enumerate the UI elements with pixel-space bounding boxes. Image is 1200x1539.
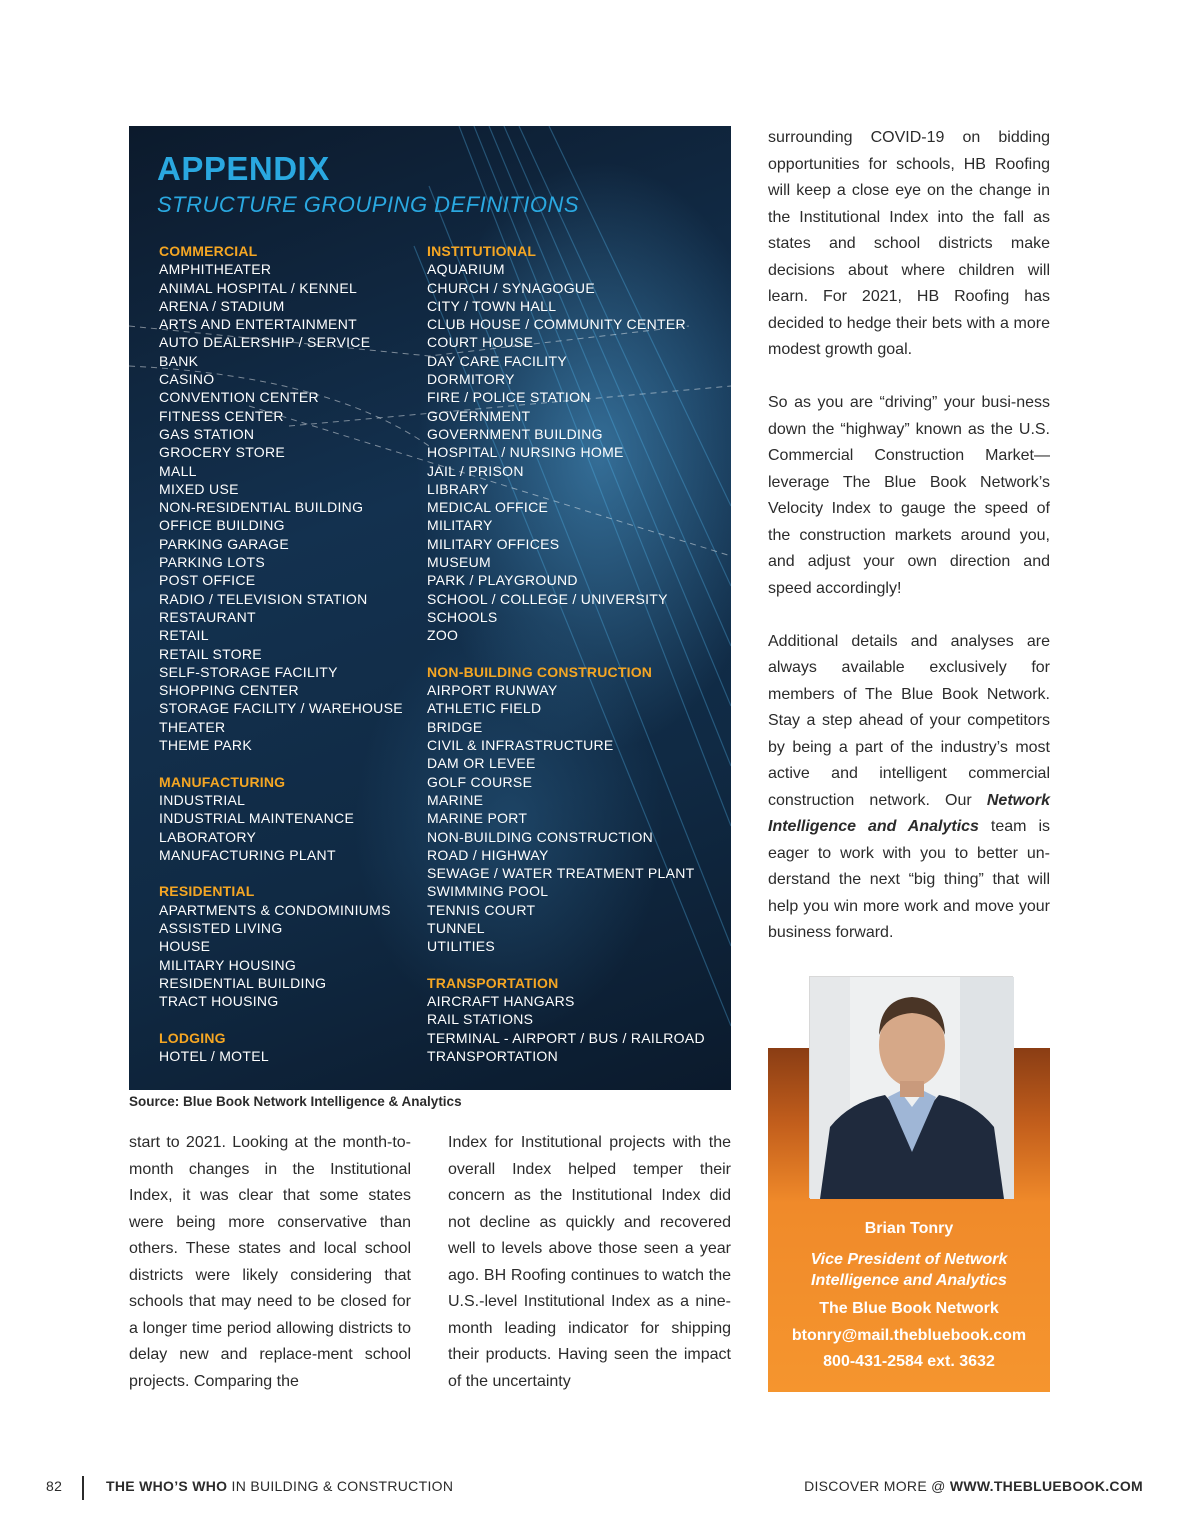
definition-item: MARINE PORT [427,810,528,827]
group-transportation [427,974,727,1065]
definition-item: RADIO / TELEVISION STATION [159,590,368,607]
appendix-panel [129,126,731,1090]
body-paragraph: Index for Institutional projects with the overall Index helped temper their concern as the Institutional Index did not decline as quickly and recovered well to levels above those seen a year ago. BH Roofing continues to watch the U.S.-level Institutional Index as a nine-month leading indicator for shipping their products. Having seen the impact of the uncertainty [448,1134,731,1390]
definition-item: RESIDENTIAL BUILDING [159,974,327,991]
body-paragraph: start to 2021. Looking at the month-to-month changes in the Institutional Index, it was clear that some states were being more conservative than others. These states and local school districts were likely considering that schools that may need to be closed for a longer time period allowing districts to delay new and replace-ment school projects. Comparing the [129,1134,411,1390]
group-manufacturing [159,773,421,864]
group-lodging [159,1029,421,1066]
profile-photo [809,976,1013,1198]
definition-item: MANUFACTURING PLANT [159,846,336,863]
body-column-2 [448,1130,731,1422]
definition-item: AUTO DEALERSHIP / SERVICE [159,334,371,351]
definition-item: TUNNEL [427,919,485,936]
definition-item: MEDICAL OFFICE [427,499,549,516]
definition-item: BANK [159,352,199,369]
definition-item: JAIL / PRISON [427,462,524,479]
definition-item: FIRE / POLICE STATION [427,389,591,406]
group-institutional [427,242,727,645]
definitions-right-column [427,242,727,1084]
definition-item: DORMITORY [427,371,515,388]
profile-email-link[interactable]: btonry@mail.thebluebook.com [791,1327,1027,1344]
group-title: RESIDENTIAL [159,883,255,900]
definition-item: CONVENTION CENTER [159,389,319,406]
definition-item: TRACT HOUSING [159,993,279,1010]
definition-item: POST OFFICE [159,572,256,589]
person-portrait-icon [810,977,1014,1199]
definition-item: MIXED USE [159,480,239,497]
definition-item: ATHLETIC FIELD [427,700,542,717]
definition-item: RAIL STATIONS [427,1011,534,1028]
definition-item: MARINE [427,791,484,808]
definition-item: OFFICE BUILDING [159,517,285,534]
website-link[interactable]: WWW.THEBLUEBOOK.COM [949,1478,1143,1494]
definition-item: RETAIL [159,627,209,644]
definition-item: SHOPPING CENTER [159,682,299,699]
publication-name-rest: IN BUILDING & CONSTRUCTION [227,1478,454,1494]
definition-item: SWIMMING POOL [427,883,549,900]
definition-item: GOLF COURSE [427,773,533,790]
definition-item: COURT HOUSE [427,334,534,351]
definition-item: SCHOOLS [427,608,498,625]
definition-item: ANIMAL HOSPITAL / KENNEL [159,279,358,296]
definition-item: LABORATORY [159,828,257,845]
definition-item: INDUSTRIAL MAINTENANCE [159,810,355,827]
body-column-1 [129,1130,411,1422]
definition-item: RESTAURANT [159,608,256,625]
definition-item: MALL [159,462,197,479]
footer-divider [82,1476,84,1500]
publication-name-bold: THE WHO’S WHO [106,1478,228,1494]
definition-item: AQUARIUM [427,261,505,278]
body-column-3 [768,125,1050,973]
definition-item: AIRPORT RUNWAY [427,682,558,699]
definition-item: TRANSPORTATION [427,1048,558,1065]
profile-role-line: Vice President of Network [810,1251,1008,1268]
definition-item: CASINO [159,371,215,388]
definition-item: NON-BUILDING CONSTRUCTION [427,828,654,845]
definition-item: AIRCRAFT HANGARS [427,993,575,1010]
definition-item: UTILITIES [427,938,496,955]
body-paragraph: So as you are “driving” your busi-ness down the “highway” known as the U.S. Commercial Construction Market—leverage The Blue Book Network’s Velocity Index to gauge the speed of the construction markets around you, and adjust your own direction and speed accordingly! [768,394,1050,597]
definition-item: MILITARY OFFICES [427,535,560,552]
definition-item: HOUSE [159,938,211,955]
definition-item: INDUSTRIAL [159,791,246,808]
publication-name [106,1478,453,1494]
definition-item: TENNIS COURT [427,901,536,918]
definition-item: PARK / PLAYGROUND [427,572,578,589]
profile-role [768,1249,1050,1291]
definition-item: STORAGE FACILITY / WAREHOUSE [159,700,403,717]
body-emphasis: Network Intelligence and Analytics [768,791,1050,835]
page-number: 82 [46,1478,63,1494]
definition-item: ARENA / STADIUM [159,297,285,314]
definition-item: THEATER [159,718,226,735]
discover-more [804,1478,1143,1494]
body-text-span: Additional details and analyses are always available exclusively for members of The Blue Book Network. Stay a step ahead of your competitors by being a part of the industry’s most active and intelligent commercial construction network. Our [768,632,1050,809]
definition-item: ROAD / HIGHWAY [427,846,549,863]
appendix-subtitle: STRUCTURE GROUPING DEFINITIONS [157,192,580,217]
definition-item: GOVERNMENT BUILDING [427,425,603,442]
definition-item: LIBRARY [427,480,489,497]
definition-item: ASSISTED LIVING [159,919,283,936]
definition-item: THEME PARK [159,737,252,754]
definition-item: SELF-STORAGE FACILITY [159,663,338,680]
definition-item: NON-RESIDENTIAL BUILDING [159,499,364,516]
body-paragraph [768,629,1050,947]
definition-item: CITY / TOWN HALL [427,297,557,314]
profile-name: Brian Tonry [864,1220,954,1237]
definition-item: SCHOOL / COLLEGE / UNIVERSITY [427,590,668,607]
definition-item: HOSPITAL / NURSING HOME [427,444,624,461]
definitions-left-column [159,242,421,1084]
definition-item: DAM OR LEVEE [427,755,536,772]
body-text-span: team is eager to work with you to better un-derstand the next “big thing” that will help you win more work and move your business forward. [768,818,1051,941]
group-title: COMMERCIAL [159,243,258,259]
definition-item: CHURCH / SYNAGOGUE [427,279,595,296]
definition-item: DAY CARE FACILITY [427,352,567,369]
body-paragraph: surrounding COVID-19 on bidding opportunities for schools, HB Roofing will keep a close eye on the change in the Institutional Index into the fall as states and school districts make decisions about where children will learn. For 2021, HB Roofing has decided to hedge their bets with a more modest growth goal. [768,129,1050,358]
definition-item: CLUB HOUSE / COMMUNITY CENTER [427,316,686,333]
definition-item: ARTS AND ENTERTAINMENT [159,316,357,333]
group-residential [159,882,421,1010]
source-caption: Source: Blue Book Network Intelligence & Analytics [129,1094,462,1109]
definition-item: RETAIL STORE [159,645,262,662]
group-commercial [159,242,421,754]
definition-item: AMPHITHEATER [159,261,272,278]
definition-item: APARTMENTS & CONDOMINIUMS [159,901,391,918]
definition-item: GROCERY STORE [159,444,286,461]
discover-prefix: DISCOVER MORE @ [804,1478,950,1494]
definition-item: BRIDGE [427,718,483,735]
definition-item: ZOO [427,627,459,644]
group-title: INSTITUTIONAL [427,243,537,259]
definition-item: GOVERNMENT [427,407,531,424]
definition-item: PARKING GARAGE [159,535,289,552]
group-title: TRANSPORTATION [427,974,559,991]
definition-item: CIVIL & INFRASTRUCTURE [427,737,614,754]
definition-item: FITNESS CENTER [159,407,284,424]
appendix-title: APPENDIX [157,150,330,187]
group-non-building-construction [427,663,727,956]
definition-item: MILITARY [427,517,493,534]
definition-item: SEWAGE / WATER TREATMENT PLANT [427,865,695,882]
definition-item: TERMINAL - AIRPORT / BUS / RAILROAD [427,1029,705,1046]
group-title: LODGING [159,1029,226,1046]
definition-item: MILITARY HOUSING [159,956,297,973]
definition-item: PARKING LOTS [159,554,266,571]
definition-item: MUSEUM [427,554,492,571]
group-title: NON-BUILDING CONSTRUCTION [427,663,653,680]
profile-role-line: Intelligence and Analytics [811,1272,1007,1289]
group-title: MANUFACTURING [159,773,286,790]
profile-organization: The Blue Book Network [819,1300,999,1317]
definition-item: GAS STATION [159,425,255,442]
definition-item: HOTEL / MOTEL [159,1048,269,1065]
profile-phone: 800-431-2584 ext. 3632 [823,1353,995,1370]
